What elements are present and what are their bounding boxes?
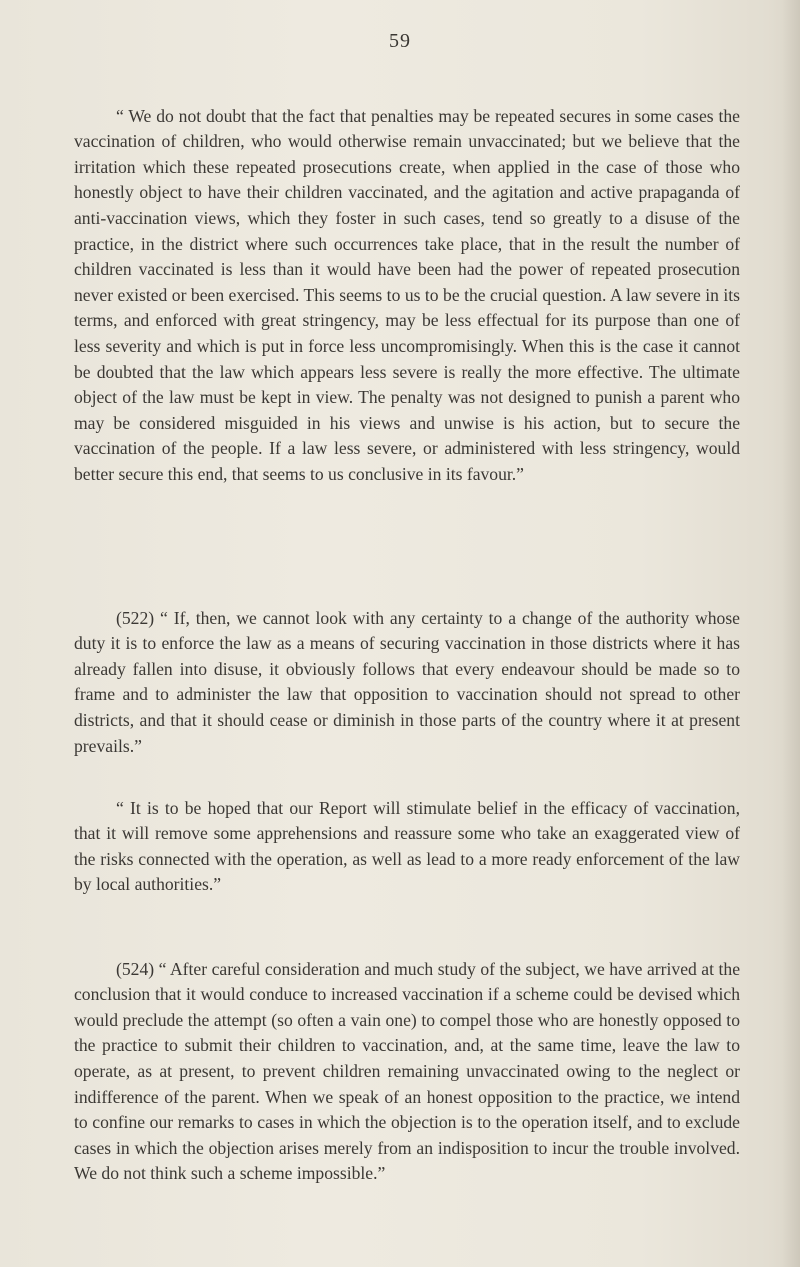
page-edge-shadow: [782, 0, 800, 1267]
page-number: 59: [389, 30, 411, 52]
paragraph-report-hope: “ It is to be hoped that our Report will stimulate belief in the efficacy of vaccination, that it will remove some apprehensions and reassure some who take an exaggerated view of the risks connected with the operation, as well as lead to a more ready enforcement of the law by local authorities.”: [74, 797, 740, 895]
paragraph-524: (524) “ After careful consideration and much study of the subject, we have arrived at the conclusion that it would conduce to increased vaccination if a scheme could be devised which would preclude the attempt (so often a vain one) to compel those who are honestly opposed to the practice to submit their children to vaccination, and, at the same time, leave the law to operate, as at present, to prevent children remaining unvaccinated owing to the neglect or indifference of the parent. When we speak of an honest opposition to the practice, we intend to confine our remarks to cases in which the objection is to the operation itself, and to exclude cases in which the objection arises merely from an indisposition to incur the trouble involved. We do not think such a scheme impossible.”: [74, 958, 740, 1184]
paragraph-1: “ We do not doubt that the fact that penalties may be repeated secures in some cases the vaccination of children, who would otherwise remain unvaccinated; but we believe that the irritation which these repeated prosecutions create, when applied in the case of those who honestly object to have their children vaccinated, and the agitation and active prapaganda of anti-vaccination views, which they foster in such cases, tend so greatly to a disuse of the practice, in the district where such occurrences take place, that in the result the number of children vaccinated is less than it would have been had the power of repeated prosecution never existed or been exercised. This seems to us to be the crucial question. A law severe in its terms, and enforced with great stringency, may be less effectual for its purpose than one of less severity and which is put in force less uncompromisingly. When this is the case it cannot be doubted that the law which appears less severe is really the more effective. The ultimate object of the law must be kept in view. The penalty was not designed to punish a parent who may be considered misguided in his views and unwise is his action, but to secure the vaccination of the people. If a law less severe, or administered with less stringency, would better secure this end, that seems to us conclusive in its favour.”: [74, 105, 740, 484]
paragraph-522: (522) “ If, then, we cannot look with any certainty to a change of the authority whose duty it is to enforce the law as a means of securing vaccination in those districts where it has already fallen into disuse, it obviously follows that every endeavour should be made so to frame and to administer the law that opposition to vaccination should not spread to other districts, and that it should cease or diminish in those parts of the country where it at present prevails.”: [74, 607, 740, 756]
